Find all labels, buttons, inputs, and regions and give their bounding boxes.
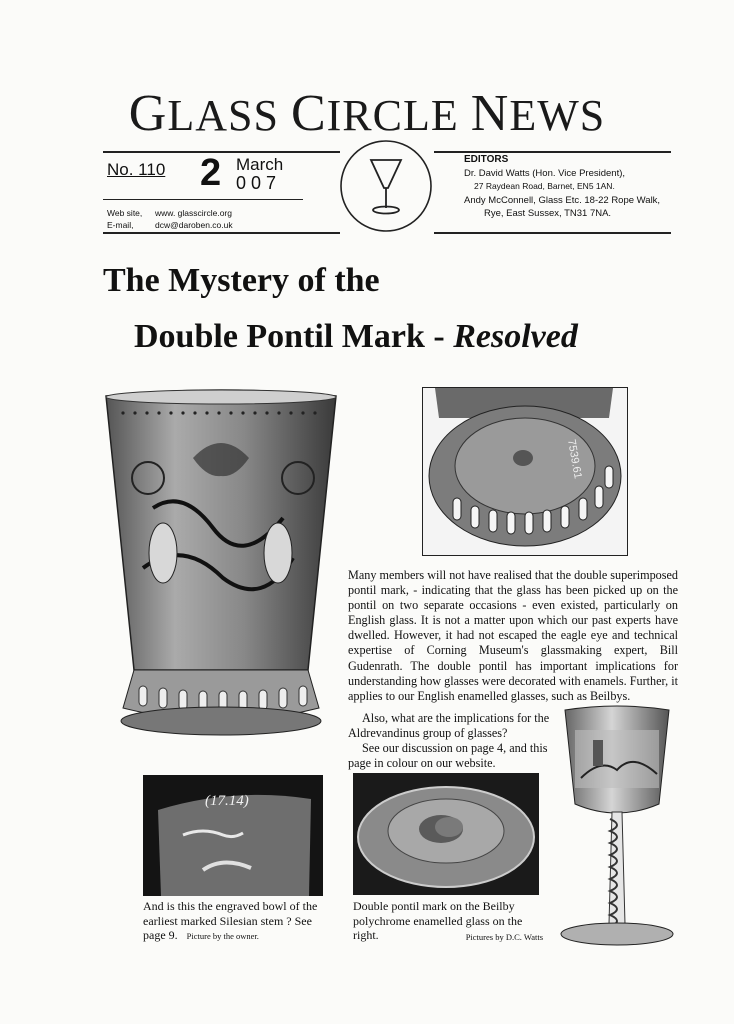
caption-right-credit: Pictures by D.C. Watts: [465, 932, 543, 942]
email-link[interactable]: dcw@daroben.co.uk: [155, 220, 233, 230]
headline-resolved: Resolved: [453, 318, 578, 355]
article-para-2-text: Also, what are the implications for the Aldrevandinus group of glasses?: [348, 711, 550, 741]
caption-left-text: And is this the engraved bowl of the earliest marked Silesian stem ? See page 9.: [143, 899, 318, 942]
issue-year: 007: [236, 173, 282, 193]
masthead-rule-right-bottom: [434, 232, 671, 234]
masthead-rest-2: IRCLE: [326, 91, 459, 140]
issue-number: No. 110: [107, 160, 166, 179]
beilby-wine-glass-photo: [557, 704, 677, 954]
article-para-3-text: See our discussion on page 4, and this page in colour on our website.: [348, 741, 548, 771]
double-pontil-photo: [353, 773, 539, 895]
caption-left: [143, 899, 333, 944]
masthead-rest-1: LASS: [167, 91, 279, 140]
masthead-rule-left-top: [103, 151, 340, 153]
article-paragraph-1: [348, 568, 678, 704]
editor-line-4: Rye, East Sussex, TN31 7NA.: [484, 208, 612, 219]
headline-line-2-text: Double Pontil Mark -: [134, 318, 445, 355]
issue-month: March: [236, 155, 284, 174]
masthead-rule-left-mid: [103, 199, 303, 200]
article-paragraphs-2: [348, 711, 553, 771]
issue-day: 2: [200, 152, 222, 194]
editor-line-1: Dr. David Watts (Hon. Vice President),: [464, 167, 626, 179]
wine-glass-logo-icon: [338, 138, 434, 234]
caption-left-credit: Picture by the owner.: [186, 931, 259, 941]
email-label: E-mail,: [107, 220, 134, 230]
masthead-rest-3: EWS: [509, 91, 606, 140]
web-link[interactable]: www. glasscircle.org: [155, 208, 232, 218]
enamelled-beaker-photo: [103, 388, 339, 743]
masthead-rule-left-bottom: [103, 232, 340, 234]
caption-right: [353, 899, 543, 945]
editor-line-2: 27 Raydean Road, Barnet, EN5 1AN.: [474, 181, 615, 191]
article-para-1-text: Many members will not have realised that the double superimposed pontil mark, - indicating that the glass has been picked up on the pontil on two separate occasions - even existed, particularly on English glass. It is not a matter upon which our past experts have dwelled. However, it had not escaped the eagle eye and technical expertise of Corning Museum's glassmaking expert, Bill Gudenrath. The double pontil has important implications for understanding how glasses were decorated with enamels. Further, it applies to our English enamelled glasses, such as Beilbys.: [348, 568, 678, 703]
masthead-title: [0, 84, 734, 143]
caption-right-text: Double pontil mark on the Beilby polychrome enamelled glass on the right.: [353, 899, 523, 942]
beaker-base-photo: [422, 387, 628, 556]
masthead-cap-2: C: [290, 85, 327, 142]
masthead-cap-3: N: [470, 85, 510, 142]
engraved-bowl-photo: [143, 775, 323, 896]
editor-line-3: Andy McConnell, Glass Etc. 18-22 Rope Walk,: [464, 194, 661, 206]
headline-line-1: The Mystery of the: [103, 262, 380, 299]
editors-heading: EDITORS: [464, 154, 509, 165]
editors-block: [464, 153, 660, 221]
bowl-inscription: (17.14): [205, 793, 249, 809]
contact-block: [107, 207, 233, 231]
web-label: Web site,: [107, 208, 143, 218]
base-inscription: 7539.61: [565, 438, 584, 480]
masthead-cap-1: G: [128, 85, 168, 142]
headline-line-2: [134, 318, 578, 356]
